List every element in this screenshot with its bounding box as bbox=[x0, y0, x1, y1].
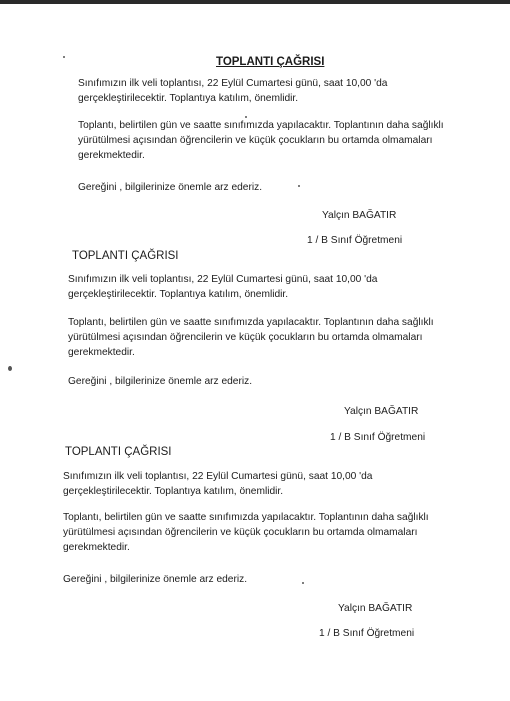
scan-speck bbox=[8, 366, 12, 371]
notice-title: TOPLANTI ÇAĞRISI bbox=[65, 446, 172, 458]
scan-speck bbox=[298, 185, 300, 187]
signer-name: Yalçın BAĞATIR bbox=[344, 406, 419, 417]
notice-paragraph: Sınıfımızın ilk veli toplantısı, 22 Eylül Cumartesi günü, saat 10,00 'da gerçekleştirilecektir. Toplantıya katılım, önemlidir. bbox=[63, 471, 373, 497]
scan-speck bbox=[63, 56, 65, 58]
notice-paragraph: Toplantı, belirtilen gün ve saatte sınıfımızda yapılacaktır. Toplantının daha sağlıklı yürütülmesi açısından öğrencilerin ve küçük çocukların bu ortamda olmamaları gerekmektedir. bbox=[78, 120, 444, 161]
signer-title: 1 / B Sınıf Öğretmeni bbox=[330, 432, 426, 443]
notice-paragraph: Sınıfımızın ilk veli toplantısı, 22 Eylül Cumartesi günü, saat 10,00 'da gerçekleştirilecektir. Toplantıya katılım, önemlidir. bbox=[78, 78, 388, 104]
notice-closing: Gereğini , bilgilerinize önemle arz ederiz. bbox=[68, 376, 253, 387]
signer-name: Yalçın BAĞATIR bbox=[338, 603, 413, 614]
notice-closing: Gereğini , bilgilerinize önemle arz ederiz. bbox=[63, 574, 248, 585]
signer-title: 1 / B Sınıf Öğretmeni bbox=[307, 235, 403, 246]
notice-title: TOPLANTI ÇAĞRISI bbox=[72, 250, 179, 262]
notice-paragraph: Toplantı, belirtilen gün ve saatte sınıfımızda yapılacaktır. Toplantının daha sağlıklı yürütülmesi açısından öğrencilerin ve küçük çocukların bu ortamda olmamaları gerekmektedir. bbox=[63, 512, 429, 553]
scan-speck bbox=[245, 116, 247, 118]
notice-closing: Gereğini , bilgilerinize önemle arz ederiz. bbox=[78, 182, 263, 193]
signer-name: Yalçın BAĞATIR bbox=[322, 210, 397, 221]
notice-title: TOPLANTI ÇAĞRISI bbox=[216, 56, 325, 68]
notice-paragraph: Toplantı, belirtilen gün ve saatte sınıfımızda yapılacaktır. Toplantının daha sağlıklı yürütülmesi açısından öğrencilerin ve küçük çocukların bu ortamda olmamaları gerekmektedir. bbox=[68, 317, 434, 358]
signer-title: 1 / B Sınıf Öğretmeni bbox=[319, 628, 415, 639]
scan-speck bbox=[302, 582, 304, 584]
notice-paragraph: Sınıfımızın ilk veli toplantısı, 22 Eylül Cumartesi günü, saat 10,00 'da gerçekleştirilecektir. Toplantıya katılım, önemlidir. bbox=[68, 274, 378, 300]
